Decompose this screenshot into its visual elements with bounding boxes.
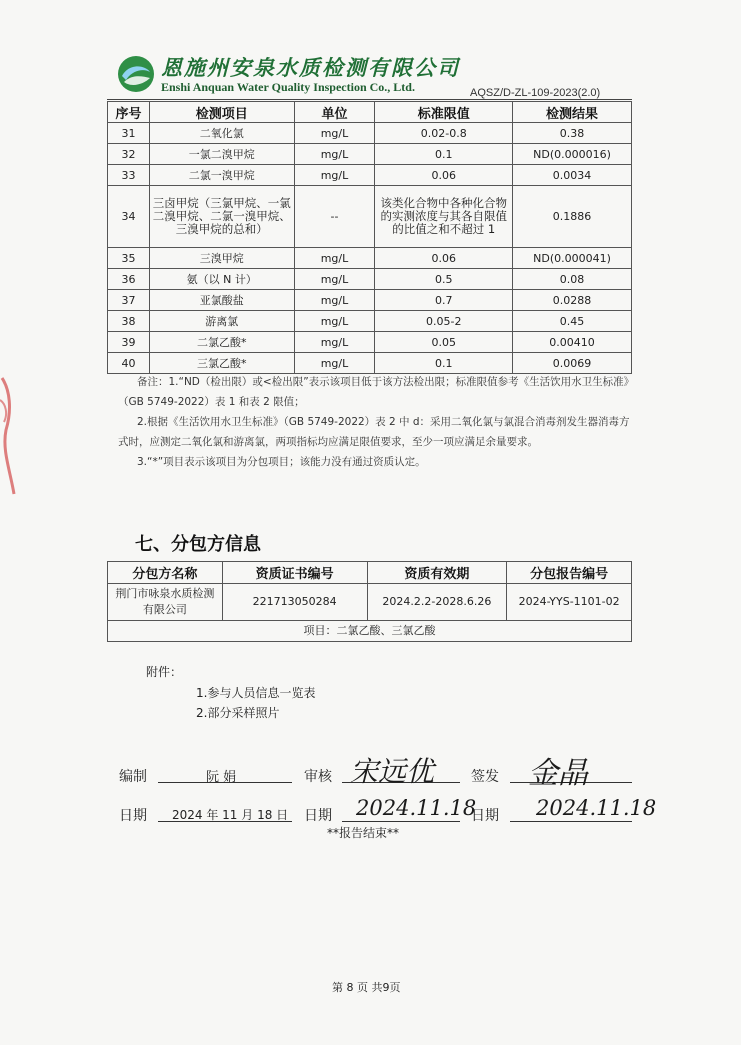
test-item: 三卤甲烷（三氯甲烷、一氯二溴甲烷、二氯一溴甲烷、三溴甲烷的总和） <box>149 186 294 248</box>
standard-limit: 0.7 <box>375 290 513 311</box>
subcontractor-name: 荆门市咏泉水质检测有限公司 <box>108 584 223 621</box>
company-name-cn: 恩施州安泉水质检测有限公司 <box>161 55 460 80</box>
test-result: 0.00410 <box>513 332 632 353</box>
row-index: 39 <box>108 332 150 353</box>
unit: mg/L <box>294 290 375 311</box>
review-date-line <box>342 821 460 822</box>
unit: mg/L <box>294 144 375 165</box>
test-item: 二氯乙酸* <box>149 332 294 353</box>
issuer-signature: 金晶 <box>528 756 588 791</box>
row-index: 33 <box>108 165 150 186</box>
header-cell: 分包方名称 <box>108 562 223 584</box>
test-item: 二氯一溴甲烷 <box>149 165 294 186</box>
company-logo-icon <box>116 54 156 94</box>
subcontractor-table <box>107 561 632 642</box>
unit: mg/L <box>294 311 375 332</box>
test-result: 0.1886 <box>513 186 632 248</box>
table-header-row <box>108 562 632 584</box>
test-item: 一氯二溴甲烷 <box>149 144 294 165</box>
row-index: 34 <box>108 186 150 248</box>
table-row <box>108 186 632 248</box>
standard-limit: 0.02-0.8 <box>375 123 513 144</box>
header-cell: 标准限值 <box>375 102 513 123</box>
compile-label: 编制 <box>119 769 147 785</box>
attachments-label: 附件： <box>146 665 183 679</box>
test-item: 氨（以 N 计） <box>149 269 294 290</box>
unit: -- <box>294 186 375 248</box>
row-index: 36 <box>108 269 150 290</box>
issue-date-line <box>510 821 632 822</box>
header-cell: 检测结果 <box>513 102 632 123</box>
header-cell: 单位 <box>294 102 375 123</box>
remarks <box>118 372 638 472</box>
row-index: 31 <box>108 123 150 144</box>
company-name-en: Enshi Anquan Water Quality Inspection Co., Ltd. <box>161 80 415 94</box>
test-results-table <box>107 101 632 374</box>
issue-label: 签发 <box>471 769 499 785</box>
compiler-name: 阮 娟 <box>206 770 237 785</box>
seal-fragment-icon <box>0 370 18 500</box>
standard-limit: 0.05-2 <box>375 311 513 332</box>
standard-limit: 0.1 <box>375 144 513 165</box>
header-cell: 检测项目 <box>149 102 294 123</box>
remark-3: 3.“*”项目表示该项目为分包项目；该能力没有通过资质认定。 <box>137 456 426 468</box>
row-index: 37 <box>108 290 150 311</box>
standard-limit: 该类化合物中各种化合物的实测浓度与其各自限值的比值之和不超过 1 <box>375 186 513 248</box>
test-item: 亚氯酸盐 <box>149 290 294 311</box>
subcontract-project: 项目：二氯乙酸、三氯乙酸 <box>108 621 632 642</box>
test-result: 0.0034 <box>513 165 632 186</box>
unit: mg/L <box>294 248 375 269</box>
issue-date: 2024.11.18 <box>536 796 657 820</box>
review-date: 2024.11.18 <box>356 796 477 820</box>
row-index: 40 <box>108 353 150 374</box>
table-row <box>108 269 632 290</box>
table-header-row <box>108 102 632 123</box>
section-title: 七、分包方信息 <box>135 534 261 555</box>
table-row <box>108 248 632 269</box>
header-cell: 序号 <box>108 102 150 123</box>
test-result: 0.0069 <box>513 353 632 374</box>
validity-period: 2024.2.2-2028.6.26 <box>367 584 507 621</box>
test-item: 三氯乙酸* <box>149 353 294 374</box>
test-item: 二氧化氯 <box>149 123 294 144</box>
attachment-item: 2.部分采样照片 <box>196 706 280 720</box>
row-index: 32 <box>108 144 150 165</box>
test-result: 0.0288 <box>513 290 632 311</box>
standard-limit: 0.5 <box>375 269 513 290</box>
page-number: 第 8 页 共9页 <box>332 981 401 994</box>
test-result: ND(0.000016) <box>513 144 632 165</box>
unit: mg/L <box>294 353 375 374</box>
document-code: AQSZ/D-ZL-109-2023(2.0) <box>470 87 601 99</box>
standard-limit: 0.06 <box>375 248 513 269</box>
test-item: 三溴甲烷 <box>149 248 294 269</box>
issue-date-label: 日期 <box>471 808 499 824</box>
table-row <box>108 353 632 374</box>
compile-date-label: 日期 <box>119 808 147 824</box>
reviewer-signature: 宋远优 <box>350 755 435 788</box>
review-label: 审核 <box>304 769 332 785</box>
test-item: 游离氯 <box>149 311 294 332</box>
remark-1: 备注：1.“ND（检出限）或<检出限”表示该项目低于该方法检出限；标准限值参考《生活饮用水卫生标准》（GB 5749-2022）表 1 和表 2 限值； <box>118 376 635 408</box>
compile-date: 2024 年 11 月 18 日 <box>172 808 289 822</box>
remark-2: 2.根据《生活饮用水卫生标准》（GB 5749-2022）表 2 中 d：采用二氧化氯与氯混合消毒剂发生器消毒方式时，应测定二氧化氯和游离氯，两项指标均应满足限值要求，至少一项应满足余量要求。 <box>118 416 630 448</box>
table-row <box>108 290 632 311</box>
header-cell: 分包报告编号 <box>507 562 632 584</box>
unit: mg/L <box>294 123 375 144</box>
report-end-marker: **报告结束** <box>327 826 400 840</box>
table-row <box>108 165 632 186</box>
table-row <box>108 311 632 332</box>
test-result: 0.08 <box>513 269 632 290</box>
header-cell: 资质证书编号 <box>222 562 367 584</box>
test-result: 0.38 <box>513 123 632 144</box>
unit: mg/L <box>294 165 375 186</box>
subcontract-report-number: 2024-YYS-1101-02 <box>507 584 632 621</box>
standard-limit: 0.05 <box>375 332 513 353</box>
table-row <box>108 621 632 642</box>
test-result: ND(0.000041) <box>513 248 632 269</box>
row-index: 38 <box>108 311 150 332</box>
header-divider <box>107 99 632 100</box>
standard-limit: 0.06 <box>375 165 513 186</box>
unit: mg/L <box>294 269 375 290</box>
test-result: 0.45 <box>513 311 632 332</box>
standard-limit: 0.1 <box>375 353 513 374</box>
header-cell: 资质有效期 <box>367 562 507 584</box>
table-row <box>108 123 632 144</box>
table-row <box>108 584 632 621</box>
row-index: 35 <box>108 248 150 269</box>
certificate-number: 221713050284 <box>222 584 367 621</box>
table-row <box>108 332 632 353</box>
review-date-label: 日期 <box>304 808 332 824</box>
unit: mg/L <box>294 332 375 353</box>
attachment-item: 1.参与人员信息一览表 <box>196 686 316 700</box>
table-row <box>108 144 632 165</box>
